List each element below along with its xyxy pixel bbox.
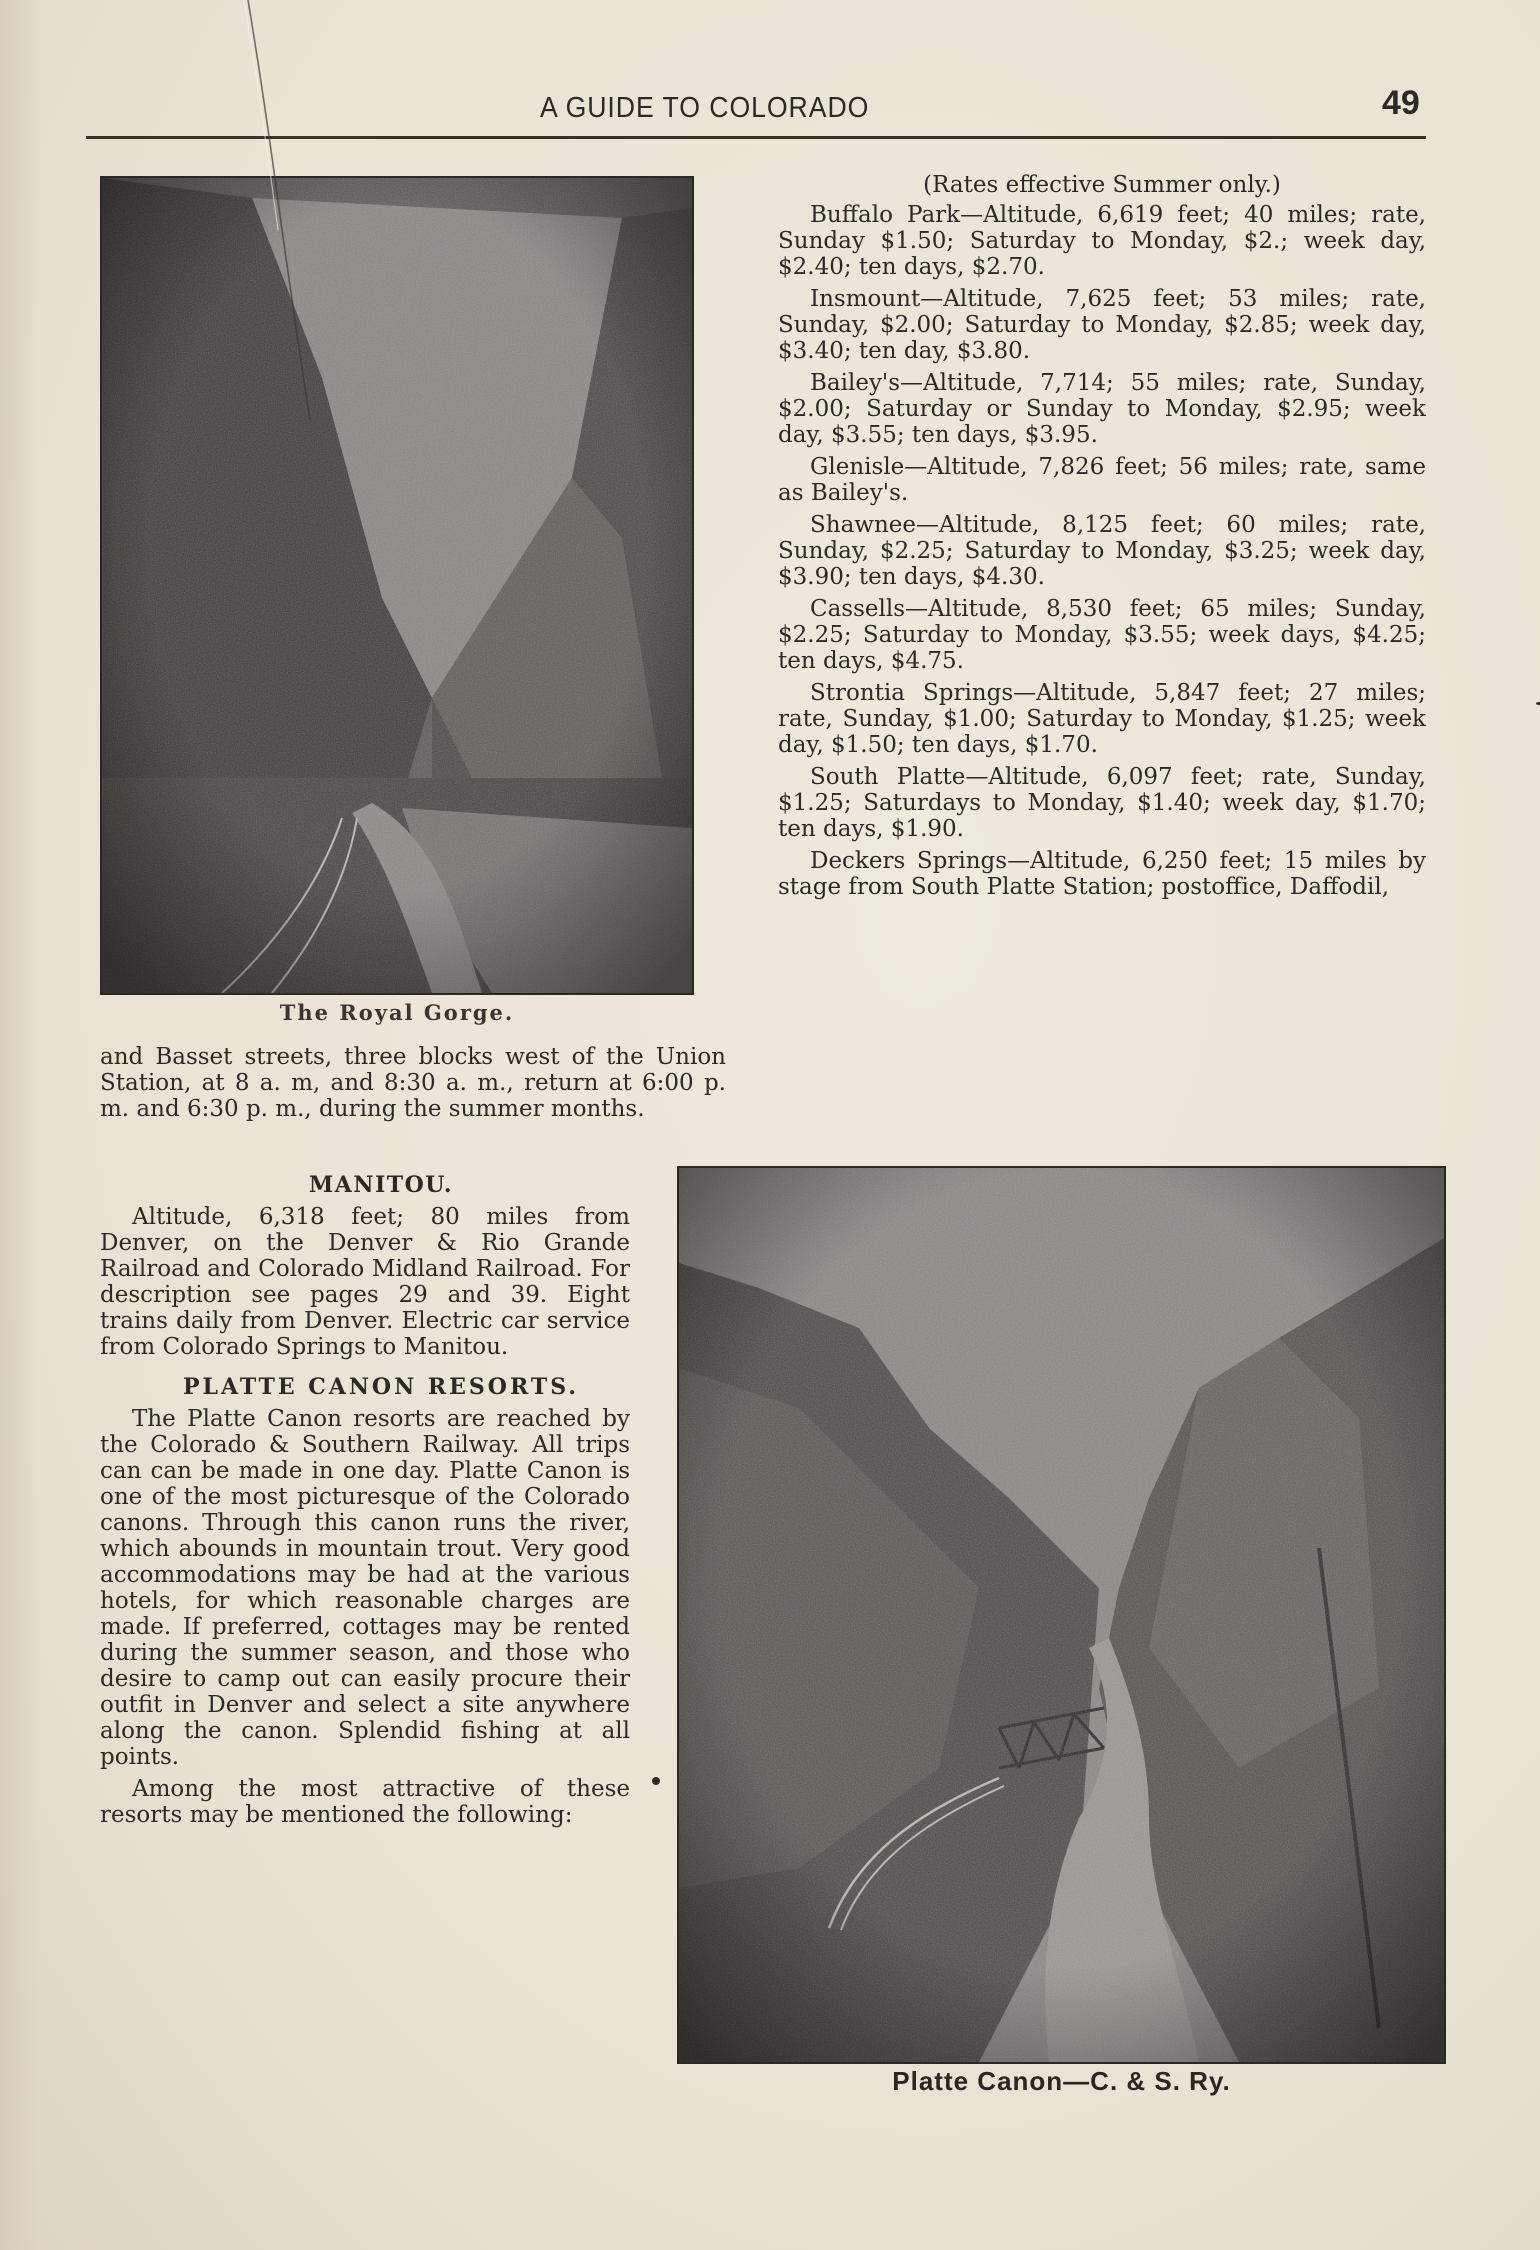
photo-canyon-railway-icon bbox=[102, 178, 692, 993]
photo-canyon-bridge-icon bbox=[679, 1168, 1444, 2062]
page-number: 49 bbox=[1382, 84, 1420, 122]
left-sections bbox=[100, 1172, 630, 1834]
header-rule bbox=[86, 136, 1426, 139]
manitou-paragraph: Altitude, 6,318 feet; 80 miles from Denver, on the Denver & Rio Grande Railroad and Colorado Midland Railroad. For description see pages 29 and 39. Eight trains daily from Denver. Electric car service from Colorado Springs to Manitou. bbox=[100, 1204, 630, 1360]
royal-gorge-photo bbox=[102, 178, 692, 993]
resort-entry-cassells: Cassells—Altitude, 8,530 feet; 65 miles; Sunday, $2.25; Saturday to Monday, $3.55; week days, $4.25; ten days, $4.75. bbox=[778, 596, 1426, 674]
platte-canon-caption: Platte Canon—C. & S. Ry. bbox=[892, 2066, 1231, 2096]
resort-entry-baileys: Bailey's—Altitude, 7,714; 55 miles; rate, Sunday, $2.00; Saturday or Sunday to Monday, $2.95; week day, $3.55; ten days, $3.95. bbox=[778, 370, 1426, 448]
resort-entry-deckers-springs: Deckers Springs—Altitude, 6,250 feet; 15 miles by stage from South Platte Station; postoffice, Daffodil, bbox=[778, 848, 1426, 900]
platte-canon-resorts-paragraph: The Platte Canon resorts are reached by the Colorado & Southern Railway. All trips can can be made in one day. Platte Canon is one of the most picturesque of the Colorado canons. Through this canon runs the river, which abounds in mountain trout. Very good accommodations may be had at the various hotels, for which reasonable charges are made. If preferred, cottages may be rented during the summer season, and those who desire to camp out can easily procure their outfit in Denver and select a site anywhere along the canon. Splendid fishing at all points. bbox=[100, 1406, 630, 1770]
running-header-title: A GUIDE TO COLORADO bbox=[540, 92, 870, 124]
platte-canon-resorts-heading: PLATTE CANON RESORTS. bbox=[182, 1374, 580, 1400]
royal-gorge-caption: The Royal Gorge. bbox=[279, 1000, 515, 1025]
platte-canon-photo bbox=[679, 1168, 1444, 2062]
resort-entry-buffalo-park: Buffalo Park—Altitude, 6,619 feet; 40 miles; rate, Sunday $1.50; Saturday to Monday, $2.; week day, $2.40; ten days, $2.70. bbox=[778, 202, 1426, 280]
continuation-paragraph: and Basset streets, three blocks west of the Union Station, at 8 a. m, and 8:30 a. m., return at 6:00 p. m. and 6:30 p. m., during the summer months. bbox=[100, 1044, 726, 1122]
resort-entry-insmount: Insmount—Altitude, 7,625 feet; 53 miles; rate, Sunday, $2.00; Saturday to Monday, $2.85; week day, $3.40; ten day, $3.80. bbox=[778, 286, 1426, 364]
resort-entry-glenisle: Glenisle—Altitude, 7,826 feet; 56 miles; rate, same as Bailey's. bbox=[778, 454, 1426, 506]
resort-entry-strontia-springs: Strontia Springs—Altitude, 5,847 feet; 27 miles; rate, Sunday, $1.00; Saturday to Monday, $1.25; week day, $1.50; ten days, $1.70. bbox=[778, 680, 1426, 758]
manitou-heading: MANITOU. bbox=[308, 1172, 454, 1198]
ink-speck bbox=[1536, 702, 1540, 705]
rates-note: (Rates effective Summer only.) bbox=[923, 172, 1281, 198]
resort-rates-column bbox=[778, 172, 1426, 906]
ink-speck bbox=[652, 1777, 660, 1785]
resort-entry-shawnee: Shawnee—Altitude, 8,125 feet; 60 miles; rate, Sunday, $2.25; Saturday to Monday, $3.25; week day, $3.90; ten days, $4.30. bbox=[778, 512, 1426, 590]
platte-canon-resorts-closing: Among the most attractive of these resorts may be mentioned the following: bbox=[100, 1776, 630, 1828]
resort-entry-south-platte: South Platte—Altitude, 6,097 feet; rate, Sunday, $1.25; Saturdays to Monday, $1.40; week day, $1.70; ten days, $1.90. bbox=[778, 764, 1426, 842]
binding-shadow bbox=[0, 0, 40, 2250]
continuation-paragraph-block bbox=[100, 1044, 726, 1128]
